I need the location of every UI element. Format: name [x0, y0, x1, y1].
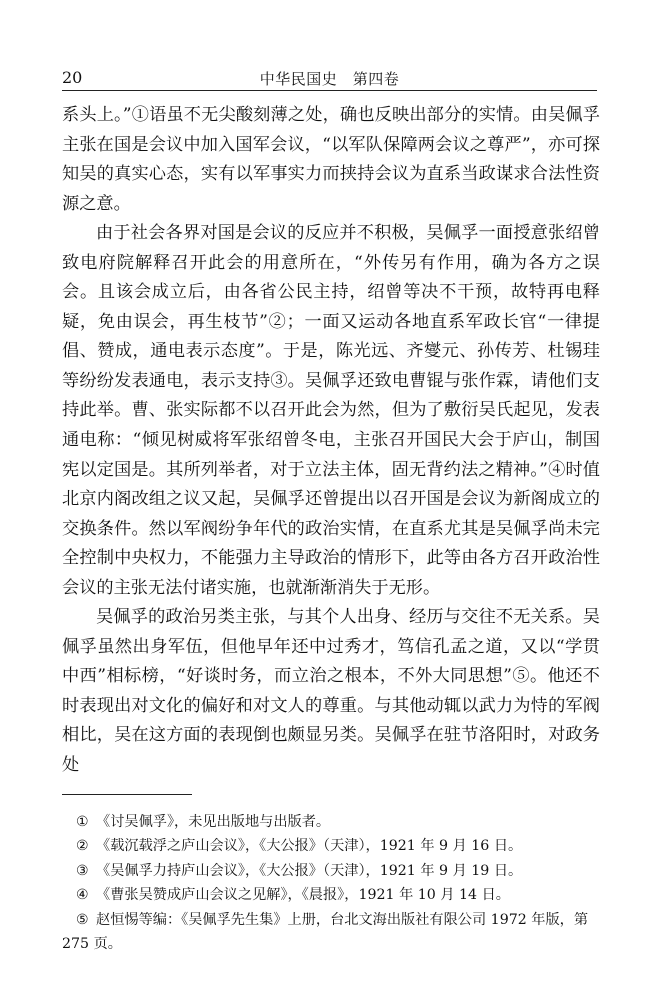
footnote	[62, 859, 600, 883]
paragraph: 吴佩孚的政治另类主张，与其个人出身、经历与交往不无关系。吴佩孚虽然出身军伍，但他早年还中过秀才，笃信孔孟之道，又以“学贯中西”相标榜，“好谈时务，而立治之根本，不外大同思想”⑤。他还不时表现出对文化的偏好和对文人的尊重。与其他动辄以武力为恃的军阀相比，吴在这方面的表现倒也颇显另类。吴佩孚在驻节洛阳时，对政务处	[62, 607, 600, 776]
page-number: 20	[62, 68, 83, 87]
paragraph: 系头上。”①语虽不无尖酸刻薄之处，确也反映出部分的实情。由吴佩孚主张在国是会议中加入国军会议，“以军队保障两会议之尊严”，亦可探知吴的真实心态，实有以军事实力而挟持会议为直系当政谋求合法性资源之意。	[62, 105, 600, 214]
footnote-text: 《吴佩孚力持庐山会议》，《大公报》（天津），1921 年 9 月 19 日。	[96, 862, 523, 879]
footnote	[62, 810, 600, 834]
footnote-rule	[62, 794, 192, 795]
footnote-text: 赵恒惕等编：《吴佩孚先生集》上册，台北文海出版社有限公司 1972 年版，第 275 页。	[62, 911, 589, 953]
footnote-mark: ⑤	[76, 911, 89, 928]
footnote	[62, 908, 600, 957]
footnote-mark: ③	[76, 862, 89, 879]
footnote-text: 《曹张吴赞成庐山会议之见解》，《晨报》，1921 年 10 月 14 日。	[96, 887, 510, 904]
paragraph: 由于社会各界对国是会议的反应并不积极，吴佩孚一面授意张绍曾致电府院解释召开此会的用意所在，“外传另有作用，确为各方之误会。且该会成立后，由各省公民主持，绍曾等决不干预，故特再电释疑，免由误会，再生枝节”②；一面又运动各地直系军政长官“一律提倡、赞成，通电表示态度”。于是，陈光远、齐燮元、孙传芳、杜锡珪等纷纷发表通电，表示支持③。吴佩孚还致电曹锟与张作霖，请他们支持此举。曹、张实际都不以召开此会为然，但为了敷衍吴氏起见，发表通电称：“倾见树威将军张绍曾冬电，主张召开国民大会于庐山，制国宪以定国是。其所列举者，对于立法主体，固无背约法之精神。”④时值北京内阁改组之议又起，吴佩孚还曾提出以召开国是会议为新阁成立的交换条件。然以军阀纷争年代的政治实情，在直系尤其是吴佩孚尚未完全控制中央权力，不能强力主导政治的情形下，此等由各方召开政治性会议的主张无法付诸实施，也就渐渐消失于无形。	[62, 223, 600, 598]
footnotes	[62, 810, 600, 956]
body-text	[62, 101, 600, 781]
header-rule	[62, 90, 597, 91]
footnote-text: 《载沉载浮之庐山会议》，《大公报》（天津），1921 年 9 月 16 日。	[96, 838, 523, 855]
footnote-mark: ④	[76, 887, 89, 904]
footnote	[62, 834, 600, 858]
footnote-mark: ②	[76, 838, 89, 855]
footnote	[62, 883, 600, 907]
page-header	[62, 68, 597, 90]
footnote-text: 《讨吴佩孚》，未见出版地与出版者。	[96, 814, 331, 830]
footnote-mark: ①	[76, 814, 89, 830]
running-title: 中华民国史 第四卷	[259, 70, 400, 88]
